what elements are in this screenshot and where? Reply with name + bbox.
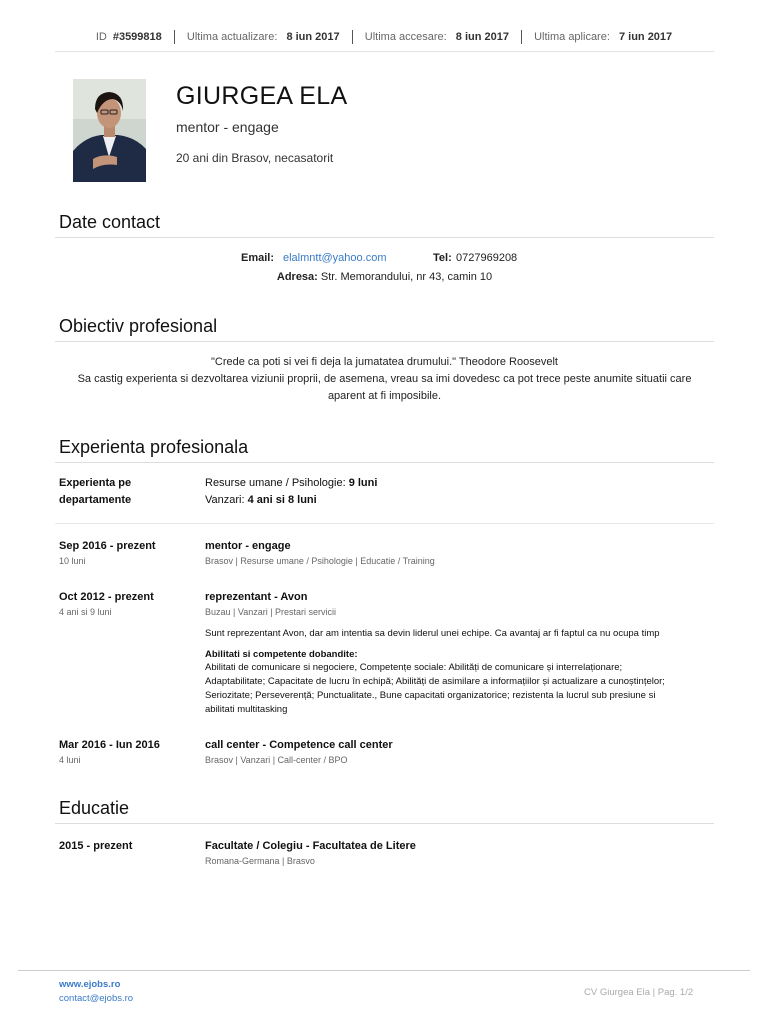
divider [55, 341, 714, 342]
department-name: Resurse umane / Psihologie: [205, 477, 346, 489]
id-label: ID [95, 30, 107, 43]
department-duration: 9 luni [348, 477, 378, 489]
separator [174, 30, 175, 44]
section-title-education: Educatie [59, 798, 130, 818]
education-meta: Romana-Germana | Brasvo [205, 856, 315, 866]
job-duration: 4 luni [59, 755, 81, 765]
objective-text-line-1: Sa castig experienta si dezvoltarea viziunii proprii, de asemena, vreau sa imi dovedesc ca pot trece peste anumite situatii care [77, 373, 692, 385]
job-period: Sep 2016 - prezent [59, 540, 156, 552]
education-degree: Facultate / Colegiu - Facultatea de Litere [205, 840, 416, 852]
footer-email-link[interactable]: contact@ejobs.ro [59, 993, 134, 1004]
objective-text-line-2: aparent at fi imposibile. [327, 390, 442, 402]
job-meta: Brasov | Vanzari | Call-center / BPO [205, 755, 348, 765]
meta-bar [0, 30, 768, 44]
department-name: Vanzari: [205, 494, 245, 506]
email-label: Email: [241, 252, 275, 264]
candidate-info: 20 ani din Brasov, necasatorit [176, 151, 334, 165]
accessed-value: 8 iun 2017 [455, 30, 509, 43]
applied-label: Ultima aplicare: [534, 30, 610, 43]
job-duration: 10 luni [59, 556, 86, 566]
department-duration: 4 ani si 8 luni [247, 494, 317, 506]
divider [55, 237, 714, 238]
objective-quote: "Crede ca poti si vei fi deja la jumatatea drumului." Theodore Roosevelt [211, 356, 558, 368]
address-line [55, 269, 714, 286]
job-title: mentor - engage [205, 540, 291, 552]
accessed-label: Ultima accesare: [364, 30, 447, 43]
address-label: Adresa: [276, 271, 318, 283]
job-period: Oct 2012 - prezent [59, 591, 154, 603]
divider [55, 823, 714, 824]
section-title-contact: Date contact [59, 212, 161, 232]
applied-value: 7 iun 2017 [618, 30, 673, 43]
skills-line: abilitati multitasking [205, 704, 288, 715]
departments-label [59, 475, 131, 509]
profile-photo [73, 79, 146, 182]
job-period: Mar 2016 - Iun 2016 [59, 739, 160, 751]
skills-title: Abilitati si competente dobandite: [205, 649, 358, 660]
tel-label: Tel: [433, 252, 452, 264]
footer-page-info: CV Giurgea Ela | Pag. 1/2 [584, 987, 694, 998]
divider [55, 51, 714, 52]
job-description: Sunt reprezentant Avon, dar am intentia sa devin liderul unei echipe. Ca avantaj ar fi faptul ca nu ocupa timp [205, 628, 660, 639]
candidate-name: GIURGEA ELA [176, 82, 348, 110]
footer-divider [18, 970, 750, 971]
departments-label-line-2: departamente [59, 494, 132, 506]
email-link[interactable]: elalmntt@yahoo.com [283, 252, 387, 264]
job-meta: Brasov | Resurse umane / Psihologie | Educatie / Training [205, 556, 435, 566]
skills-line: Adaptabilitate; Capacitate de lucru în echipă; Abilități de asimilare a informațiilor și actualizare a cunoștințelor; [205, 676, 665, 687]
education-period: 2015 - prezent [59, 840, 133, 852]
department-item [205, 475, 377, 492]
section-title-experience: Experienta profesionala [59, 437, 249, 457]
skills-text [205, 661, 710, 717]
address-value: Str. Memorandului, nr 43, camin 10 [320, 271, 493, 283]
divider [55, 523, 714, 524]
departments-label-line-1: Experienta pe [59, 477, 132, 489]
separator [352, 30, 353, 44]
job-meta: Buzau | Vanzari | Prestari servicii [205, 607, 337, 617]
updated-label: Ultima actualizare: [186, 30, 278, 43]
divider [55, 462, 714, 463]
tel-value: 0727969208 [456, 252, 518, 264]
job-title: reprezentant - Avon [205, 591, 308, 603]
departments-list [205, 475, 377, 509]
job-duration: 4 ani si 9 luni [59, 607, 112, 617]
skills-line: Seriozitate; Perseverență; Punctualitate., Bune capacitati organizatorice; rezistenta la lucrul sub presiune si [205, 690, 656, 701]
id-value: #3599818 [112, 30, 162, 43]
separator [521, 30, 522, 44]
updated-value: 8 iun 2017 [286, 30, 340, 43]
section-title-objective: Obiectiv profesional [59, 316, 218, 336]
footer-site-link[interactable]: www.ejobs.ro [59, 979, 121, 990]
job-title: call center - Competence call center [205, 739, 393, 751]
candidate-role: mentor - engage [176, 119, 279, 135]
department-item [205, 492, 377, 509]
skills-line: Abilitati de comunicare si negociere, Competențe sociale: Abilități de comunicare și interrelaționare; [205, 662, 623, 673]
